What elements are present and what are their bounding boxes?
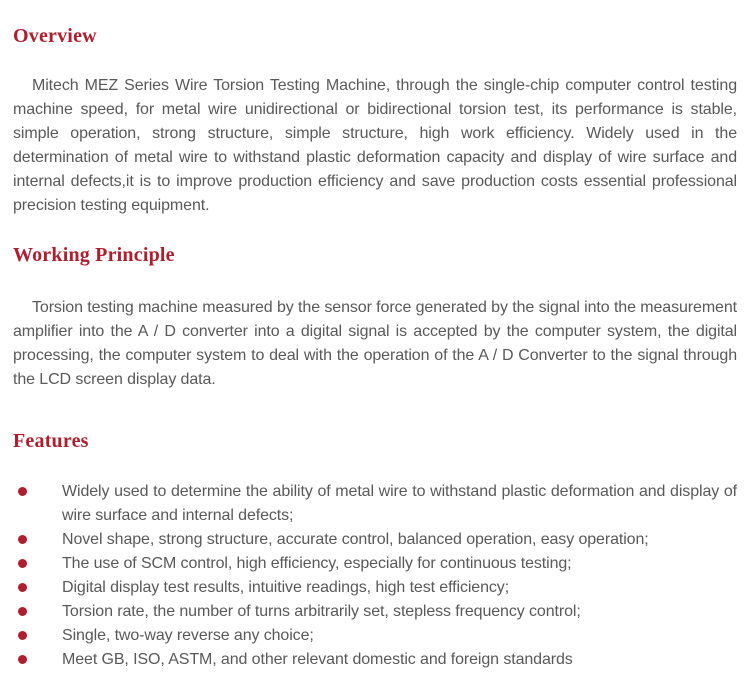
section-working-principle xyxy=(13,244,737,392)
feature-list-item xyxy=(13,576,737,600)
feature-text: Digital display test results, intuitive readings, high test efficiency; xyxy=(62,579,510,596)
bullet-icon xyxy=(18,631,27,640)
feature-list-item xyxy=(13,480,737,528)
feature-text: Novel shape, strong structure, accurate control, balanced operation, easy operation; xyxy=(62,531,649,548)
features-heading: Features xyxy=(13,430,89,452)
bullet-icon xyxy=(18,535,27,544)
feature-list-item xyxy=(13,624,737,648)
feature-list-item xyxy=(13,528,737,552)
feature-list-item xyxy=(13,600,737,624)
feature-list-item xyxy=(13,648,737,672)
working-principle-heading: Working Principle xyxy=(13,244,175,266)
bullet-icon xyxy=(18,607,27,616)
bullet-icon xyxy=(18,487,27,496)
bullet-icon xyxy=(18,559,27,568)
section-features xyxy=(13,430,737,672)
feature-text: Single, two-way reverse any choice; xyxy=(62,627,314,644)
bullet-icon xyxy=(18,583,27,592)
features-list xyxy=(13,480,737,672)
bullet-icon xyxy=(18,655,27,664)
feature-text: Meet GB, ISO, ASTM, and other relevant domestic and foreign standards xyxy=(62,651,573,668)
feature-text: Widely used to determine the ability of metal wire to withstand plastic deformation and display of wire surface and internal defects; xyxy=(62,483,737,524)
overview-paragraph: Mitech MEZ Series Wire Torsion Testing Machine, through the single-chip computer control testing machine speed, for metal wire unidirectional or bidirectional torsion test, its performance is stable, simple operation, strong structure, simple structure, high work efficiency. Widely used in the determination of metal wire to withstand plastic deformation capacity and display of wire surface and internal defects,it is to improve production efficiency and save production costs essential professional precision testing equipment. xyxy=(13,77,737,214)
feature-text: Torsion rate, the number of turns arbitrarily set, stepless frequency control; xyxy=(62,603,581,620)
feature-list-item xyxy=(13,552,737,576)
overview-heading: Overview xyxy=(13,25,97,47)
feature-text: The use of SCM control, high efficiency, especially for continuous testing; xyxy=(62,555,572,572)
working-principle-paragraph: Torsion testing machine measured by the sensor force generated by the signal into the measurement amplifier into the A / D converter into a digital signal is accepted by the computer system, the digital processing, the computer system to deal with the operation of the A / D Converter to the signal through the LCD screen display data. xyxy=(13,299,737,388)
section-overview xyxy=(13,25,737,218)
